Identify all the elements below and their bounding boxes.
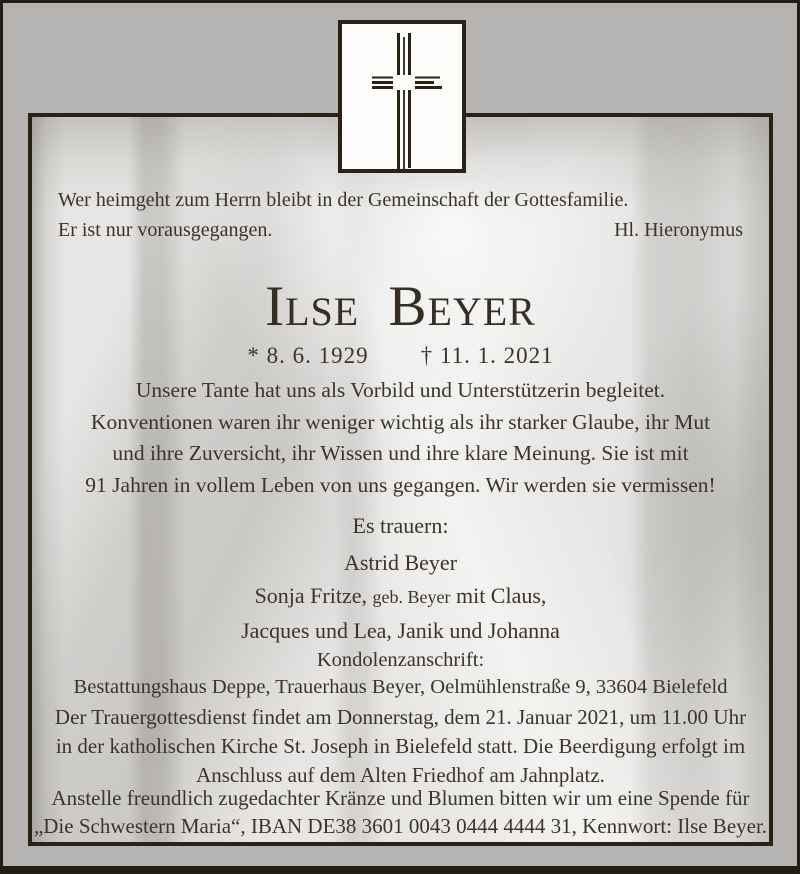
deceased-name: Ilse Beyer [265,275,536,338]
quote-line: Wer heimgeht zum Herrn bleibt in der Gemeinschaft der Gottesfamilie. [58,189,629,211]
condolence-heading: Kondolenzanschrift: [316,649,485,671]
triple-line-cross-icon [342,24,462,169]
service-line: in der katholischen Kirche St. Joseph in Bielefeld statt. Die Beerdigung erfolgt im [55,734,746,758]
condolence-block [32,647,769,701]
tribute-line: und ihre Zuversicht, ihr Wissen und ihre klare Meinung. Sie ist mit [112,441,689,465]
mourner-line [32,579,769,614]
death-date: † 11. 1. 2021 [420,343,554,368]
life-dates [32,341,769,371]
service-line: Anschluss auf dem Alten Friedhof am Jahnplatz. [196,763,605,787]
tribute-line: Unsere Tante hat uns als Vorbild und Unterstützerin begleitet. [135,378,666,402]
obituary-card [28,113,773,846]
tribute-line: Konventionen waren ihr weniger wichtig als ihr starker Glaube, ihr Mut [90,409,711,434]
mourners-list [32,546,769,647]
mourner-name: Sonja Fritze, [254,583,367,608]
mourner-maiden-name: geb. Beyer [372,587,451,607]
mourner-line: Astrid Beyer [343,550,458,575]
donation-line: „Die Schwestern Maria“, IBAN DE38 3601 0043 0444 4444 31, Kennwort: Ilse Beyer. [33,814,768,838]
quote-attribution: Hl. Hieronymus [614,219,743,241]
scripture-quote [58,185,743,245]
donation-request [32,784,769,840]
service-announcement [32,703,769,790]
condolence-address: Bestattungshaus Deppe, Trauerhaus Beyer, Oelmühlenstraße 9, 33604 Bielefeld [73,676,728,698]
quote-line: Er ist nur vorausgegangen. [58,219,273,241]
birth-date: * 8. 6. 1929 [247,343,369,368]
tribute-paragraph [32,375,769,501]
service-line: Der Trauergottesdienst findet am Donnerstag, dem 21. Januar 2021, um 11.00 Uhr [54,705,747,729]
mourners-heading: Es trauern: [352,513,449,538]
cross-emblem-box [338,20,466,173]
donation-line: Anstelle freundlich zugedachter Kränze und Blumen bitten wir um eine Spende für [51,786,750,810]
mourner-line: Jacques und Lea, Janik und Johanna [241,618,560,643]
tribute-line: 91 Jahren in vollem Leben von uns gegangen. Wir werden sie vermissen! [85,472,716,497]
mourner-name: mit Claus, [455,583,547,608]
